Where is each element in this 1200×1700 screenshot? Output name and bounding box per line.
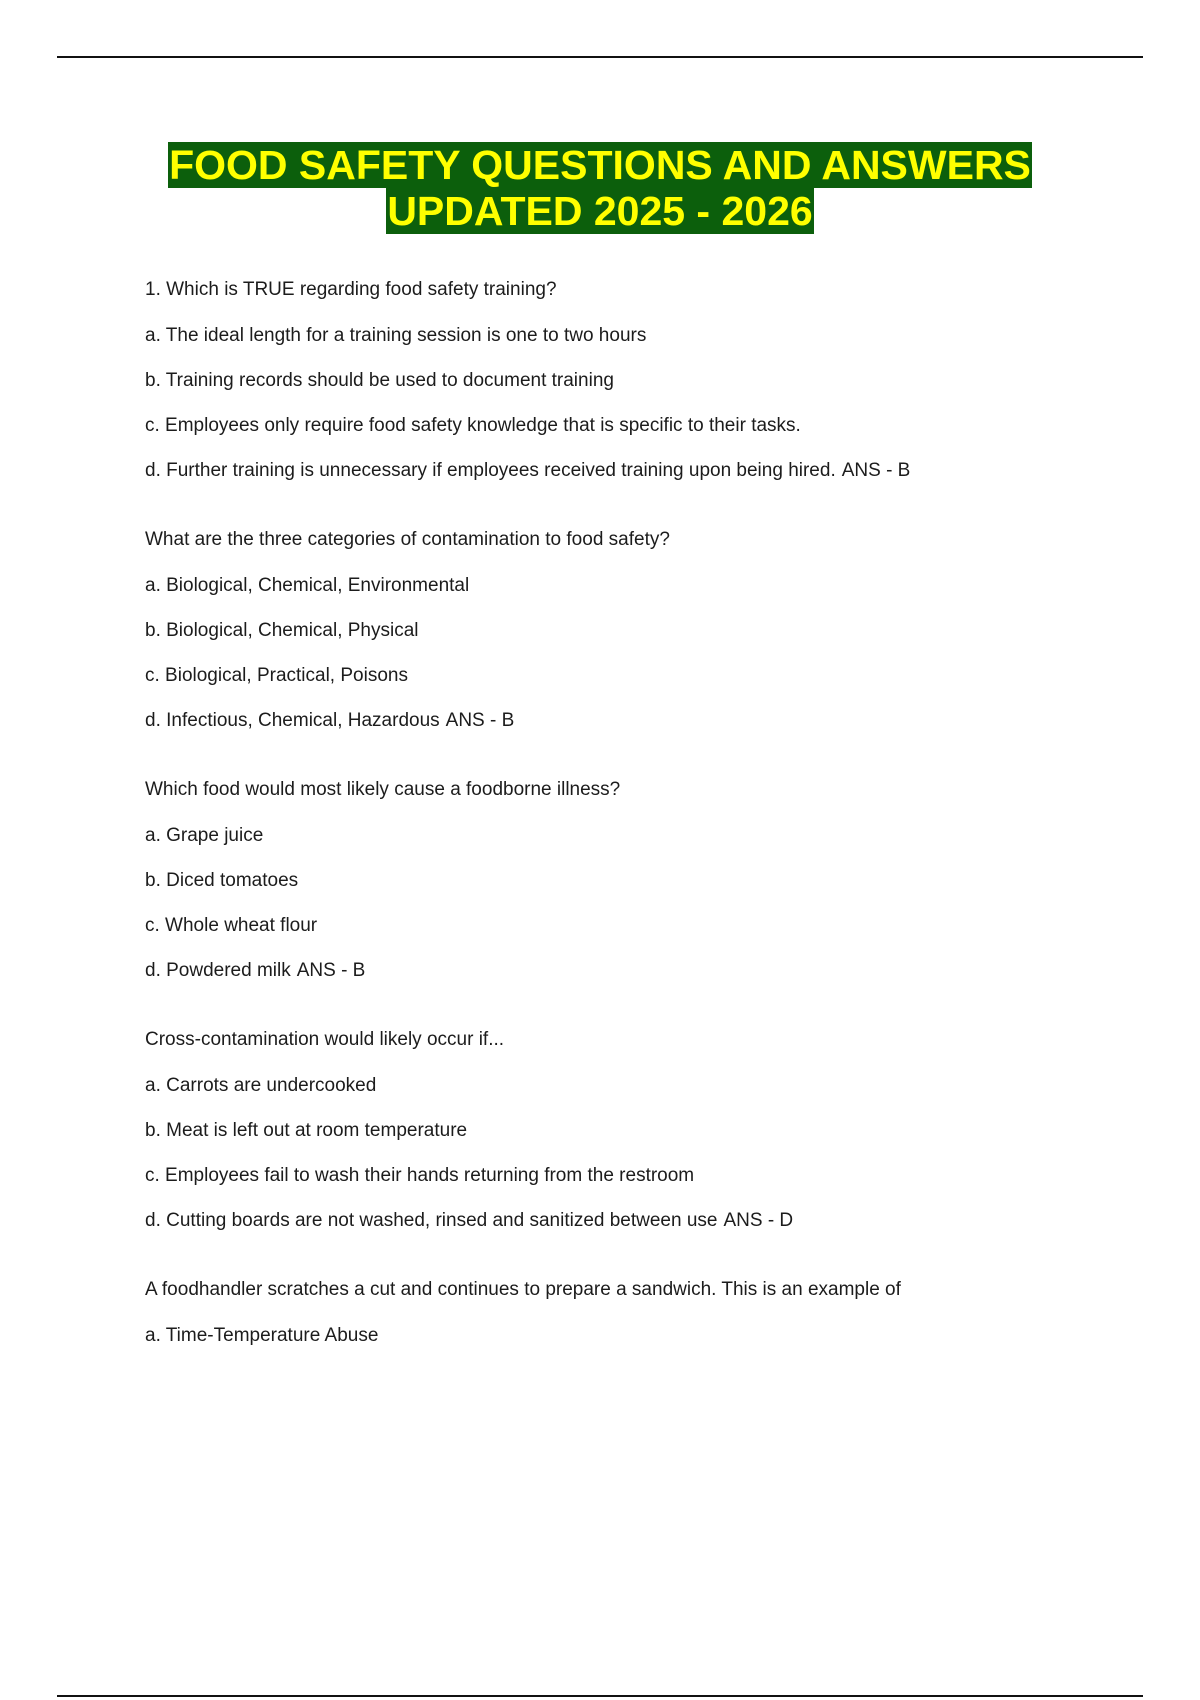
- answer-option-text: d. Infectious, Chemical, Hazardous: [145, 710, 440, 731]
- answer-option: b. Training records should be used to document training: [145, 370, 614, 391]
- question-block: [145, 1278, 1145, 1348]
- question-block: [145, 1028, 1145, 1233]
- answer-key: ANS - B: [445, 710, 515, 731]
- question-block: [145, 528, 1145, 733]
- answer-option: a. The ideal length for a training session is one to two hours: [145, 325, 647, 346]
- question-prompt: What are the three categories of contamination to food safety?: [145, 529, 670, 550]
- question-list: [145, 278, 1145, 1393]
- question-prompt: 1. Which is TRUE regarding food safety training?: [145, 279, 557, 300]
- answer-option-last: [145, 1209, 1145, 1233]
- title-line-2: UPDATED 2025 - 2026: [387, 188, 813, 234]
- answer-option: a. Carrots are undercooked: [145, 1075, 377, 1096]
- answer-option: c. Whole wheat flour: [145, 915, 318, 936]
- answer-option: b. Diced tomatoes: [145, 870, 299, 891]
- question-prompt: Cross-contamination would likely occur if...: [145, 1029, 505, 1050]
- answer-option-text: d. Powdered milk: [145, 960, 291, 981]
- answer-option-text: d. Further training is unnecessary if employees received training upon being hired.: [145, 460, 836, 481]
- answer-option: c. Employees only require food safety knowledge that is specific to their tasks.: [145, 415, 801, 436]
- footer-rule: [57, 1695, 1143, 1697]
- answer-option-text: d. Cutting boards are not washed, rinsed and sanitized between use: [145, 1210, 718, 1231]
- answer-option: c. Biological, Practical, Poisons: [145, 665, 408, 686]
- answer-option: b. Biological, Chemical, Physical: [145, 620, 419, 641]
- document-title: [0, 142, 1200, 234]
- question-prompt: A foodhandler scratches a cut and continues to prepare a sandwich. This is an example of: [145, 1279, 901, 1300]
- question-block: [145, 778, 1145, 983]
- answer-option: a. Time-Temperature Abuse: [145, 1325, 379, 1346]
- title-line-1: FOOD SAFETY QUESTIONS AND ANSWERS: [169, 142, 1031, 188]
- answer-option-last: [145, 959, 1145, 983]
- answer-option: a. Biological, Chemical, Environmental: [145, 575, 470, 596]
- header-rule: [57, 56, 1143, 58]
- answer-key: ANS - D: [723, 1210, 794, 1231]
- question-prompt: Which food would most likely cause a foodborne illness?: [145, 779, 621, 800]
- answer-key: ANS - B: [296, 960, 366, 981]
- answer-option: a. Grape juice: [145, 825, 264, 846]
- answer-option-last: [145, 709, 1145, 733]
- answer-option: c. Employees fail to wash their hands returning from the restroom: [145, 1165, 695, 1186]
- answer-key: ANS - B: [841, 460, 911, 481]
- answer-option-last: [145, 459, 1145, 483]
- question-block: [145, 278, 1145, 483]
- answer-option: b. Meat is left out at room temperature: [145, 1120, 468, 1141]
